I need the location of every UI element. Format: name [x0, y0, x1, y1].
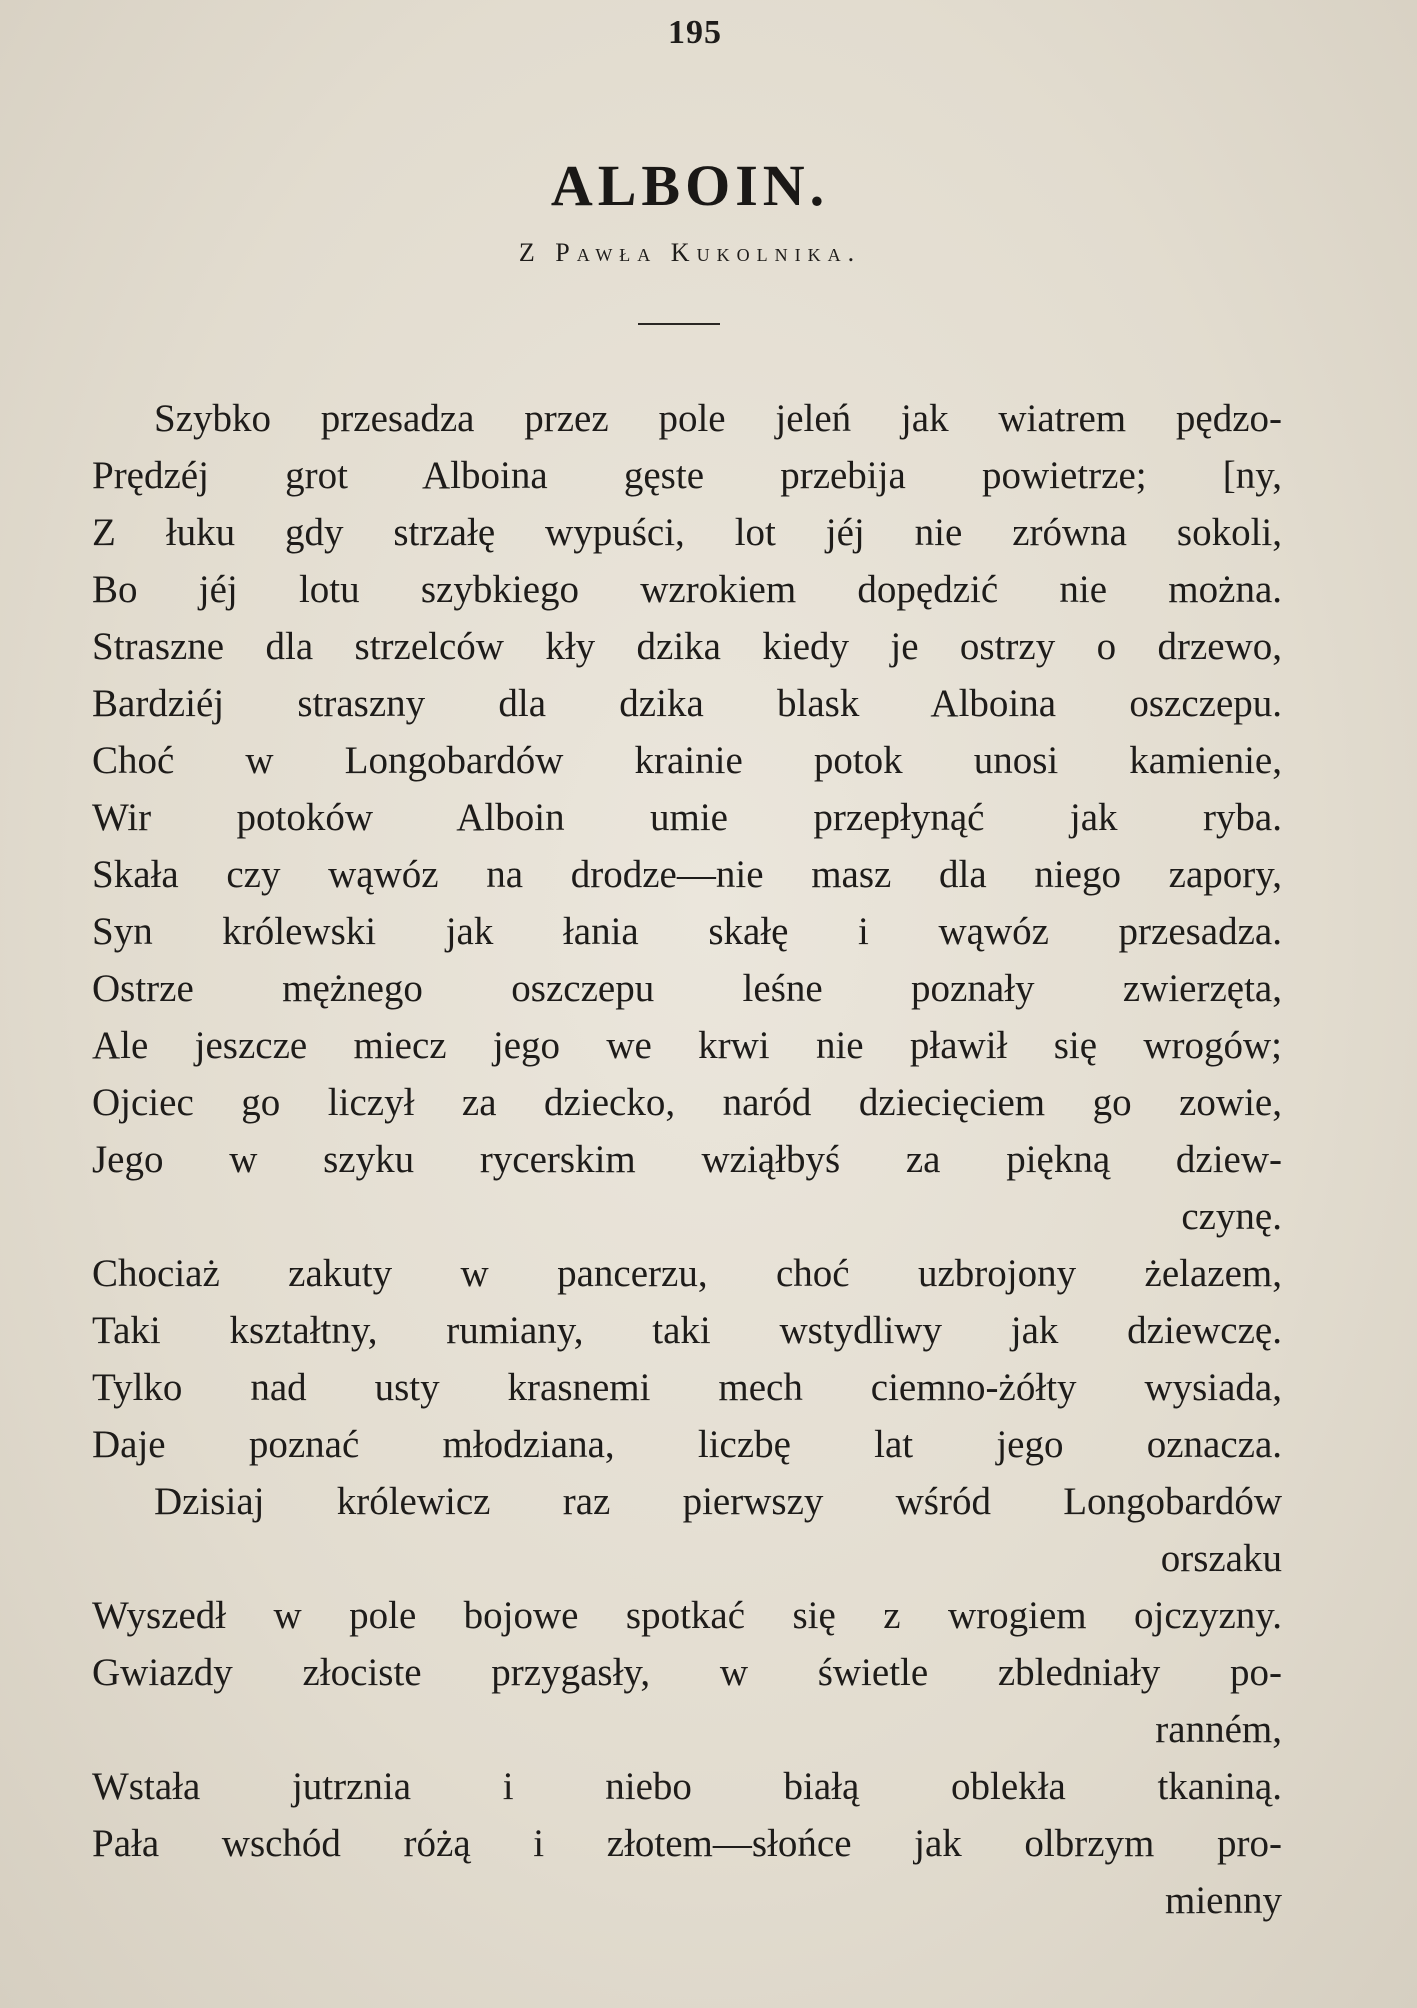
page-number: 195	[668, 14, 722, 51]
poem-line: Tylko nad usty krasnemi mech ciemno-żółty wysiada,	[92, 1366, 1282, 1409]
poem-line: Dzisiaj królewicz raz pierwszy wśród Longobardów	[154, 1480, 1282, 1523]
poem-line: Wyszedł w pole bojowe spotkać się z wrogiem ojczyzny.	[92, 1594, 1282, 1637]
poem-title: ALBOIN.	[550, 153, 830, 218]
poem-line: Syn królewski jak łania skałę i wąwóz przesadza.	[92, 910, 1282, 953]
title-divider	[638, 323, 720, 325]
poem-line: orszaku	[1160, 1537, 1282, 1580]
poem-line: Ojciec go liczył za dziecko, naród dziecięciem go zowie,	[92, 1081, 1282, 1124]
poem-line: Ale jeszcze miecz jego we krwi nie pławił się wrogów;	[92, 1024, 1282, 1067]
poem-body	[92, 390, 1282, 1929]
poem-line: Wstała jutrznia i niebo białą oblekła tkaniną.	[92, 1765, 1282, 1808]
poem-line: Z łuku gdy strzałę wypuści, lot jéj nie zrówna sokoli,	[92, 511, 1282, 554]
poem-line: Gwiazdy złociste przygasły, w świetle zbledniały po-	[92, 1651, 1282, 1694]
poem-line: mienny	[1165, 1879, 1282, 1922]
poem-line: Bardziéj straszny dla dzika blask Alboina oszczepu.	[92, 682, 1282, 725]
poem-subtitle: Z Pawła Kukolnika.	[518, 238, 862, 267]
poem-line: ranném,	[1155, 1708, 1282, 1751]
poem-line: czynę.	[1181, 1195, 1282, 1238]
poem-line: Skała czy wąwóz na drodze—nie masz dla niego zapory,	[92, 853, 1282, 896]
poem-line: Ostrze mężnego oszczepu leśne poznały zwierzęta,	[92, 967, 1282, 1010]
poem-line: Choć w Longobardów krainie potok unosi kamienie,	[92, 739, 1282, 782]
poem-line: Bo jéj lotu szybkiego wzrokiem dopędzić nie można.	[92, 568, 1282, 611]
poem-line: Pała wschód różą i złotem—słońce jak olbrzym pro-	[92, 1822, 1282, 1865]
poem-line: Wir potoków Alboin umie przepłynąć jak ryba.	[92, 796, 1282, 839]
poem-line: Chociaż zakuty w pancerzu, choć uzbrojony żelazem,	[92, 1252, 1282, 1295]
poem-line: Szybko przesadza przez pole jeleń jak wiatrem pędzo-	[154, 397, 1282, 440]
poem-line: Daje poznać młodziana, liczbę lat jego oznacza.	[92, 1423, 1282, 1466]
poem-line: Prędzéj grot Alboina gęste przebija powietrze; [ny,	[92, 454, 1282, 497]
poem-line: Taki kształtny, rumiany, taki wstydliwy jak dziewczę.	[92, 1309, 1282, 1352]
poem-line: Straszne dla strzelców kły dzika kiedy je ostrzy o drzewo,	[92, 625, 1282, 668]
poem-line: Jego w szyku rycerskim wziąłbyś za piękną dziew-	[92, 1138, 1282, 1181]
